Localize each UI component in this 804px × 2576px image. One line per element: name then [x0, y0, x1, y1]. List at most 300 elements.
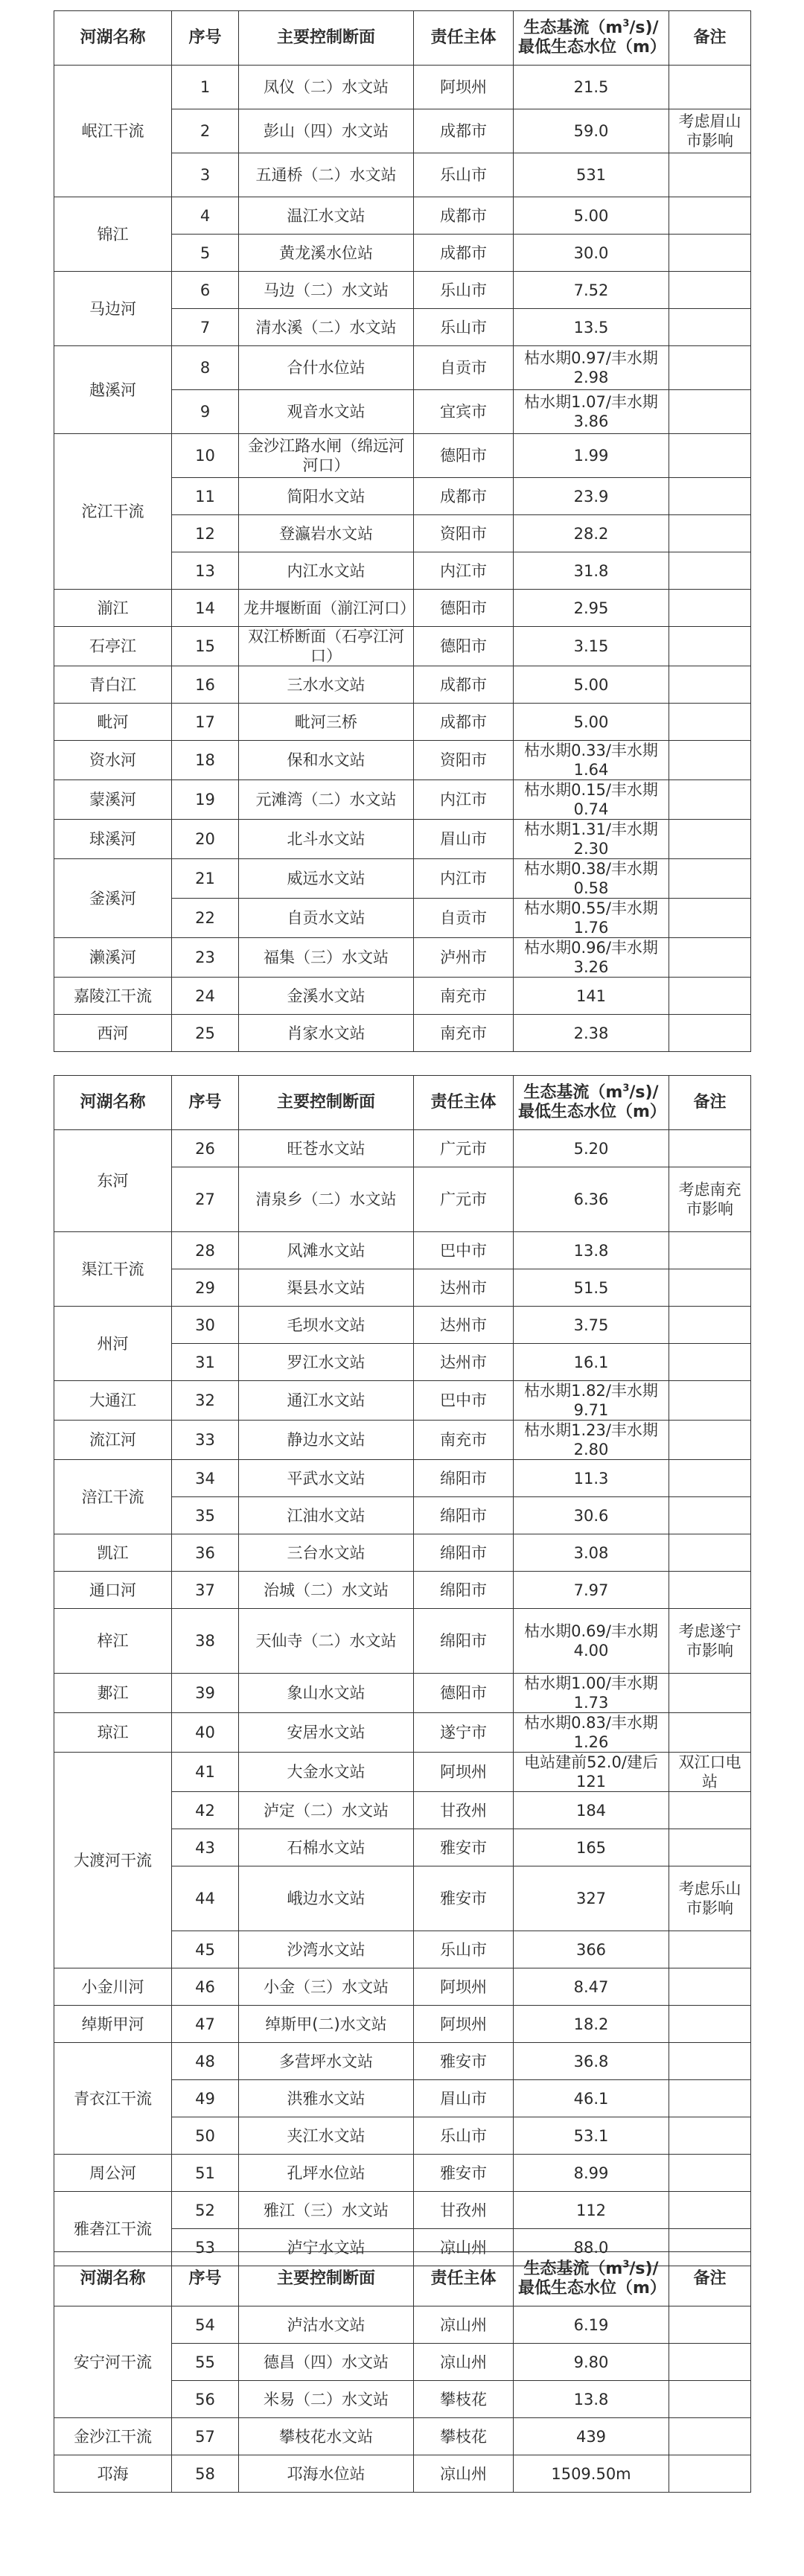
ecological-flow-cell: 枯水期1.23/丰水期2.80	[514, 1421, 669, 1460]
river-name-cell: 渠江干流	[54, 1232, 172, 1307]
ecological-flow-cell: 6.36	[514, 1167, 669, 1232]
header-river: 河湖名称	[54, 1076, 172, 1130]
table-row	[54, 859, 751, 899]
serial-no-cell: 47	[172, 2006, 239, 2043]
header-note: 备注	[669, 1076, 751, 1130]
table-row	[54, 197, 751, 235]
ecological-flow-cell: 5.20	[514, 1130, 669, 1167]
river-name-cell: 濑溪河	[54, 938, 172, 978]
serial-no-cell: 12	[172, 515, 239, 552]
control-section-cell: 泸宁水文站	[239, 2229, 414, 2266]
serial-no-cell: 20	[172, 820, 239, 859]
control-section-cell: 合什水位站	[239, 346, 414, 390]
ecological-flow-cell: 枯水期0.33/丰水期1.64	[514, 741, 669, 780]
serial-no-cell: 43	[172, 1829, 239, 1866]
ecological-flow-cell: 枯水期0.55/丰水期1.76	[514, 899, 669, 938]
serial-no-cell: 38	[172, 1609, 239, 1674]
control-section-cell: 洪雅水文站	[239, 2080, 414, 2117]
ecological-flow-cell: 1.99	[514, 434, 669, 478]
responsible-unit-cell: 广元市	[414, 1130, 514, 1167]
header-flow-text: 生态基流（m	[523, 2260, 623, 2278]
note-cell	[669, 780, 751, 820]
ecological-flow-cell: 30.6	[514, 1497, 669, 1534]
river-name-cell: 金沙江干流	[54, 2418, 172, 2455]
ecological-flow-cell: 16.1	[514, 1344, 669, 1381]
control-section-cell: 内江水文站	[239, 552, 414, 590]
control-section-cell: 泸定（二）水文站	[239, 1792, 414, 1829]
note-cell	[669, 1421, 751, 1460]
control-section-cell: 象山水文站	[239, 1674, 414, 1713]
control-section-cell: 通江水文站	[239, 1381, 414, 1421]
serial-no-cell: 4	[172, 197, 239, 235]
responsible-unit-cell: 达州市	[414, 1307, 514, 1344]
note-cell	[669, 2117, 751, 2155]
responsible-unit-cell: 乐山市	[414, 309, 514, 346]
note-cell	[669, 66, 751, 109]
control-section-cell: 大金水文站	[239, 1753, 414, 1792]
river-name-cell: 青白江	[54, 666, 172, 704]
serial-no-cell: 56	[172, 2381, 239, 2418]
responsible-unit-cell: 凉山州	[414, 2306, 514, 2344]
responsible-unit-cell: 南充市	[414, 1015, 514, 1052]
responsible-unit-cell: 乐山市	[414, 1931, 514, 1968]
ecological-flow-cell: 23.9	[514, 478, 669, 515]
note-cell	[669, 1968, 751, 2006]
river-name-cell: 琼江	[54, 1713, 172, 1753]
control-section-cell: 泸沽水文站	[239, 2306, 414, 2344]
control-section-cell: 三水水文站	[239, 666, 414, 704]
river-name-cell: 涪江干流	[54, 1460, 172, 1534]
ecological-flow-cell: 8.99	[514, 2155, 669, 2192]
ecological-flow-cell: 枯水期0.38/丰水期0.58	[514, 859, 669, 899]
note-cell	[669, 478, 751, 515]
header-flow	[514, 1076, 669, 1130]
serial-no-cell: 6	[172, 272, 239, 309]
serial-no-cell: 19	[172, 780, 239, 820]
control-section-cell: 三台水文站	[239, 1534, 414, 1572]
responsible-unit-cell: 德阳市	[414, 434, 514, 478]
responsible-unit-cell: 德阳市	[414, 590, 514, 627]
ecological-flow-cell: 53.1	[514, 2117, 669, 2155]
responsible-unit-cell: 南充市	[414, 978, 514, 1015]
control-section-cell: 静边水文站	[239, 1421, 414, 1460]
serial-no-cell: 51	[172, 2155, 239, 2192]
river-name-cell: 西河	[54, 1015, 172, 1052]
control-section-cell: 观音水文站	[239, 390, 414, 434]
note-cell: 考虑眉山市影响	[669, 109, 751, 153]
ecological-flow-cell: 7.52	[514, 272, 669, 309]
responsible-unit-cell: 甘孜州	[414, 1792, 514, 1829]
header-no: 序号	[172, 2252, 239, 2306]
ecological-flow-cell: 30.0	[514, 235, 669, 272]
table-row	[54, 1307, 751, 1344]
serial-no-cell: 53	[172, 2229, 239, 2266]
serial-no-cell: 16	[172, 666, 239, 704]
serial-no-cell: 28	[172, 1232, 239, 1269]
serial-no-cell: 34	[172, 1460, 239, 1497]
responsible-unit-cell: 阿坝州	[414, 1968, 514, 2006]
table-row	[54, 2192, 751, 2229]
table-row	[54, 2418, 751, 2455]
table-row	[54, 272, 751, 309]
responsible-unit-cell: 绵阳市	[414, 1460, 514, 1497]
table-row	[54, 1753, 751, 1792]
header-flow	[514, 11, 669, 66]
serial-no-cell: 31	[172, 1344, 239, 1381]
table-row	[54, 66, 751, 109]
header-flow-text-cont: /s)/最低生态水位（m）	[518, 2260, 666, 2298]
header-flow-text-cont: /s)/最低生态水位（m）	[518, 19, 666, 57]
header-section: 主要控制断面	[239, 1076, 414, 1130]
note-cell: 考虑乐山市影响	[669, 1866, 751, 1931]
note-cell	[669, 1015, 751, 1052]
control-section-cell: 龙井堰断面（湔江河口）	[239, 590, 414, 627]
table-row	[54, 1968, 751, 2006]
serial-no-cell: 42	[172, 1792, 239, 1829]
note-cell	[669, 2455, 751, 2493]
responsible-unit-cell: 凉山州	[414, 2229, 514, 2266]
table-row	[54, 1460, 751, 1497]
control-section-cell: 保和水文站	[239, 741, 414, 780]
note-cell	[669, 197, 751, 235]
responsible-unit-cell: 成都市	[414, 235, 514, 272]
header-row	[54, 11, 751, 66]
responsible-unit-cell: 眉山市	[414, 820, 514, 859]
table-row	[54, 1232, 751, 1269]
control-section-cell: 峨边水文站	[239, 1866, 414, 1931]
responsible-unit-cell: 南充市	[414, 1421, 514, 1460]
note-cell	[669, 1674, 751, 1713]
note-cell	[669, 704, 751, 741]
ecological-flow-cell: 13.5	[514, 309, 669, 346]
serial-no-cell: 30	[172, 1307, 239, 1344]
responsible-unit-cell: 自贡市	[414, 899, 514, 938]
control-section-cell: 福集（三）水文站	[239, 938, 414, 978]
control-section-cell: 沙湾水文站	[239, 1931, 414, 1968]
ecological-flow-cell: 18.2	[514, 2006, 669, 2043]
note-cell	[669, 1534, 751, 1572]
table-row	[54, 2043, 751, 2080]
river-name-cell: 球溪河	[54, 820, 172, 859]
table-row	[54, 1609, 751, 1674]
responsible-unit-cell: 成都市	[414, 666, 514, 704]
serial-no-cell: 17	[172, 704, 239, 741]
responsible-unit-cell: 攀枝花	[414, 2418, 514, 2455]
ecological-flow-cell: 枯水期0.69/丰水期4.00	[514, 1609, 669, 1674]
table-row	[54, 938, 751, 978]
control-section-cell: 平武水文站	[239, 1460, 414, 1497]
note-cell	[669, 309, 751, 346]
table-row	[54, 2306, 751, 2344]
ecological-flow-cell: 46.1	[514, 2080, 669, 2117]
note-cell	[669, 1792, 751, 1829]
ecological-flow-cell: 枯水期1.07/丰水期3.86	[514, 390, 669, 434]
note-cell	[669, 859, 751, 899]
control-section-cell: 元滩湾（二）水文站	[239, 780, 414, 820]
serial-no-cell: 35	[172, 1497, 239, 1534]
serial-no-cell: 25	[172, 1015, 239, 1052]
header-flow	[514, 2252, 669, 2306]
responsible-unit-cell: 乐山市	[414, 153, 514, 197]
control-section-cell: 毗河三桥	[239, 704, 414, 741]
river-name-cell: 青衣江干流	[54, 2043, 172, 2155]
control-section-cell: 绰斯甲(二)水文站	[239, 2006, 414, 2043]
table-row	[54, 346, 751, 390]
responsible-unit-cell: 雅安市	[414, 1829, 514, 1866]
control-section-cell: 简阳水文站	[239, 478, 414, 515]
control-section-cell: 孔坪水位站	[239, 2155, 414, 2192]
responsible-unit-cell: 巴中市	[414, 1381, 514, 1421]
note-cell	[669, 1572, 751, 1609]
serial-no-cell: 29	[172, 1269, 239, 1307]
ecological-flow-cell: 电站建前52.0/建后121	[514, 1753, 669, 1792]
river-name-cell: 毗河	[54, 704, 172, 741]
ecological-flow-cell: 327	[514, 1866, 669, 1931]
ecological-flow-cell: 枯水期0.83/丰水期1.26	[514, 1713, 669, 1753]
table-row	[54, 1534, 751, 1572]
serial-no-cell: 24	[172, 978, 239, 1015]
note-cell	[669, 1931, 751, 1968]
control-section-cell: 旺苍水文站	[239, 1130, 414, 1167]
responsible-unit-cell: 自贡市	[414, 346, 514, 390]
table-row	[54, 666, 751, 704]
serial-no-cell: 1	[172, 66, 239, 109]
ecological-flow-cell: 531	[514, 153, 669, 197]
header-flow-unit-exponent: 3	[622, 2259, 630, 2271]
table-row	[54, 1381, 751, 1421]
header-note: 备注	[669, 2252, 751, 2306]
control-section-cell: 五通桥（二）水文站	[239, 153, 414, 197]
note-cell	[669, 153, 751, 197]
responsible-unit-cell: 眉山市	[414, 2080, 514, 2117]
note-cell	[669, 741, 751, 780]
responsible-unit-cell: 广元市	[414, 1167, 514, 1232]
note-cell	[669, 2080, 751, 2117]
serial-no-cell: 58	[172, 2455, 239, 2493]
river-name-cell: 周公河	[54, 2155, 172, 2192]
river-name-cell: 邛海	[54, 2455, 172, 2493]
note-cell	[669, 590, 751, 627]
table-row	[54, 1130, 751, 1167]
serial-no-cell: 23	[172, 938, 239, 978]
responsible-unit-cell: 阿坝州	[414, 2006, 514, 2043]
control-section-cell: 温江水文站	[239, 197, 414, 235]
ecological-flow-cell: 13.8	[514, 2381, 669, 2418]
control-section-cell: 金溪水文站	[239, 978, 414, 1015]
note-cell	[669, 1307, 751, 1344]
ecological-flow-cell: 1509.50m	[514, 2455, 669, 2493]
river-name-cell: 石亭江	[54, 627, 172, 666]
ecological-flow-cell: 13.8	[514, 1232, 669, 1269]
responsible-unit-cell: 宜宾市	[414, 390, 514, 434]
serial-no-cell: 41	[172, 1753, 239, 1792]
note-cell	[669, 2155, 751, 2192]
serial-no-cell: 54	[172, 2306, 239, 2344]
ecological-flow-cell: 88.0	[514, 2229, 669, 2266]
table-row	[54, 2155, 751, 2192]
note-cell	[669, 1713, 751, 1753]
river-name-cell: 湔江	[54, 590, 172, 627]
note-cell	[669, 1829, 751, 1866]
river-name-cell: 资水河	[54, 741, 172, 780]
serial-no-cell: 36	[172, 1534, 239, 1572]
note-cell	[669, 272, 751, 309]
header-flow-text: 生态基流（m	[523, 1083, 623, 1102]
river-name-cell: 沱江干流	[54, 434, 172, 590]
serial-no-cell: 14	[172, 590, 239, 627]
serial-no-cell: 50	[172, 2117, 239, 2155]
serial-no-cell: 40	[172, 1713, 239, 1753]
serial-no-cell: 15	[172, 627, 239, 666]
note-cell	[669, 627, 751, 666]
control-section-cell: 自贡水文站	[239, 899, 414, 938]
responsible-unit-cell: 凉山州	[414, 2455, 514, 2493]
ecological-flow-cell: 枯水期1.31/丰水期2.30	[514, 820, 669, 859]
note-cell	[669, 666, 751, 704]
control-section-cell: 雅江（三）水文站	[239, 2192, 414, 2229]
serial-no-cell: 55	[172, 2344, 239, 2381]
table-row	[54, 780, 751, 820]
ecological-flow-cell: 439	[514, 2418, 669, 2455]
serial-no-cell: 18	[172, 741, 239, 780]
serial-no-cell: 8	[172, 346, 239, 390]
serial-no-cell: 7	[172, 309, 239, 346]
ecological-flow-cell: 31.8	[514, 552, 669, 590]
control-section-cell: 夹江水文站	[239, 2117, 414, 2155]
control-section-cell: 石棉水文站	[239, 1829, 414, 1866]
ecological-flow-cell: 112	[514, 2192, 669, 2229]
responsible-unit-cell: 攀枝花	[414, 2381, 514, 2418]
ecological-flow-cell: 5.00	[514, 666, 669, 704]
river-name-cell: 梓江	[54, 1609, 172, 1674]
note-cell	[669, 1497, 751, 1534]
ecological-flow-cell: 36.8	[514, 2043, 669, 2080]
control-section-cell: 风滩水文站	[239, 1232, 414, 1269]
control-section-cell: 安居水文站	[239, 1713, 414, 1753]
river-name-cell: 州河	[54, 1307, 172, 1381]
responsible-unit-cell: 雅安市	[414, 2043, 514, 2080]
control-section-cell: 登瀛岩水文站	[239, 515, 414, 552]
ecological-flow-cell: 21.5	[514, 66, 669, 109]
river-name-cell: 东河	[54, 1130, 172, 1232]
header-owner: 责任主体	[414, 2252, 514, 2306]
responsible-unit-cell: 巴中市	[414, 1232, 514, 1269]
responsible-unit-cell: 内江市	[414, 552, 514, 590]
header-row	[54, 1076, 751, 1130]
serial-no-cell: 22	[172, 899, 239, 938]
serial-no-cell: 2	[172, 109, 239, 153]
ecological-flow-cell: 3.15	[514, 627, 669, 666]
ecological-flow-cell: 9.80	[514, 2344, 669, 2381]
river-name-cell: 蒙溪河	[54, 780, 172, 820]
note-cell	[669, 2306, 751, 2344]
table-row	[54, 434, 751, 478]
control-section-cell: 彭山（四）水文站	[239, 109, 414, 153]
serial-no-cell: 27	[172, 1167, 239, 1232]
table-row	[54, 1674, 751, 1713]
control-section-cell: 德昌（四）水文站	[239, 2344, 414, 2381]
note-cell	[669, 552, 751, 590]
responsible-unit-cell: 绵阳市	[414, 1497, 514, 1534]
table-row	[54, 627, 751, 666]
control-section-cell: 米易（二）水文站	[239, 2381, 414, 2418]
river-name-cell: 安宁河干流	[54, 2306, 172, 2418]
header-flow-text-cont: /s)/最低生态水位（m）	[518, 1083, 666, 1121]
control-section-cell: 小金（三）水文站	[239, 1968, 414, 2006]
header-no: 序号	[172, 1076, 239, 1130]
note-cell	[669, 1381, 751, 1421]
responsible-unit-cell: 绵阳市	[414, 1572, 514, 1609]
flow-table-part-2	[54, 1075, 751, 2266]
responsible-unit-cell: 乐山市	[414, 2117, 514, 2155]
note-cell	[669, 235, 751, 272]
responsible-unit-cell: 泸州市	[414, 938, 514, 978]
serial-no-cell: 32	[172, 1381, 239, 1421]
ecological-flow-cell: 7.97	[514, 1572, 669, 1609]
ecological-flow-cell: 11.3	[514, 1460, 669, 1497]
note-cell	[669, 346, 751, 390]
responsible-unit-cell: 甘孜州	[414, 2192, 514, 2229]
ecological-flow-cell: 5.00	[514, 704, 669, 741]
river-name-cell: 绰斯甲河	[54, 2006, 172, 2043]
header-river: 河湖名称	[54, 11, 172, 66]
serial-no-cell: 26	[172, 1130, 239, 1167]
responsible-unit-cell: 德阳市	[414, 627, 514, 666]
river-name-cell: 锦江	[54, 197, 172, 272]
note-cell	[669, 2344, 751, 2381]
control-section-cell: 马边（二）水文站	[239, 272, 414, 309]
ecological-flow-cell: 3.75	[514, 1307, 669, 1344]
table-row	[54, 1572, 751, 1609]
table-row	[54, 590, 751, 627]
river-name-cell: 通口河	[54, 1572, 172, 1609]
responsible-unit-cell: 达州市	[414, 1269, 514, 1307]
header-flow-unit-exponent: 3	[622, 1083, 630, 1094]
table-row	[54, 1421, 751, 1460]
responsible-unit-cell: 阿坝州	[414, 66, 514, 109]
header-no: 序号	[172, 11, 239, 66]
header-note: 备注	[669, 11, 751, 66]
responsible-unit-cell: 成都市	[414, 197, 514, 235]
serial-no-cell: 48	[172, 2043, 239, 2080]
note-cell	[669, 2043, 751, 2080]
serial-no-cell: 45	[172, 1931, 239, 1968]
table-row	[54, 978, 751, 1015]
ecological-flow-cell: 28.2	[514, 515, 669, 552]
control-section-cell: 天仙寺（二）水文站	[239, 1609, 414, 1674]
table-row	[54, 2455, 751, 2493]
serial-no-cell: 10	[172, 434, 239, 478]
ecological-flow-cell: 3.08	[514, 1534, 669, 1572]
river-name-cell: 郪江	[54, 1674, 172, 1713]
river-name-cell: 越溪河	[54, 346, 172, 434]
header-section: 主要控制断面	[239, 2252, 414, 2306]
note-cell	[669, 434, 751, 478]
serial-no-cell: 21	[172, 859, 239, 899]
responsible-unit-cell: 阿坝州	[414, 1753, 514, 1792]
note-cell	[669, 515, 751, 552]
note-cell	[669, 390, 751, 434]
responsible-unit-cell: 内江市	[414, 859, 514, 899]
header-owner: 责任主体	[414, 1076, 514, 1130]
river-name-cell: 凯江	[54, 1534, 172, 1572]
table-row	[54, 704, 751, 741]
responsible-unit-cell: 资阳市	[414, 741, 514, 780]
table-row	[54, 820, 751, 859]
control-section-cell: 肖家水文站	[239, 1015, 414, 1052]
note-cell	[669, 820, 751, 859]
ecological-flow-cell: 5.00	[514, 197, 669, 235]
